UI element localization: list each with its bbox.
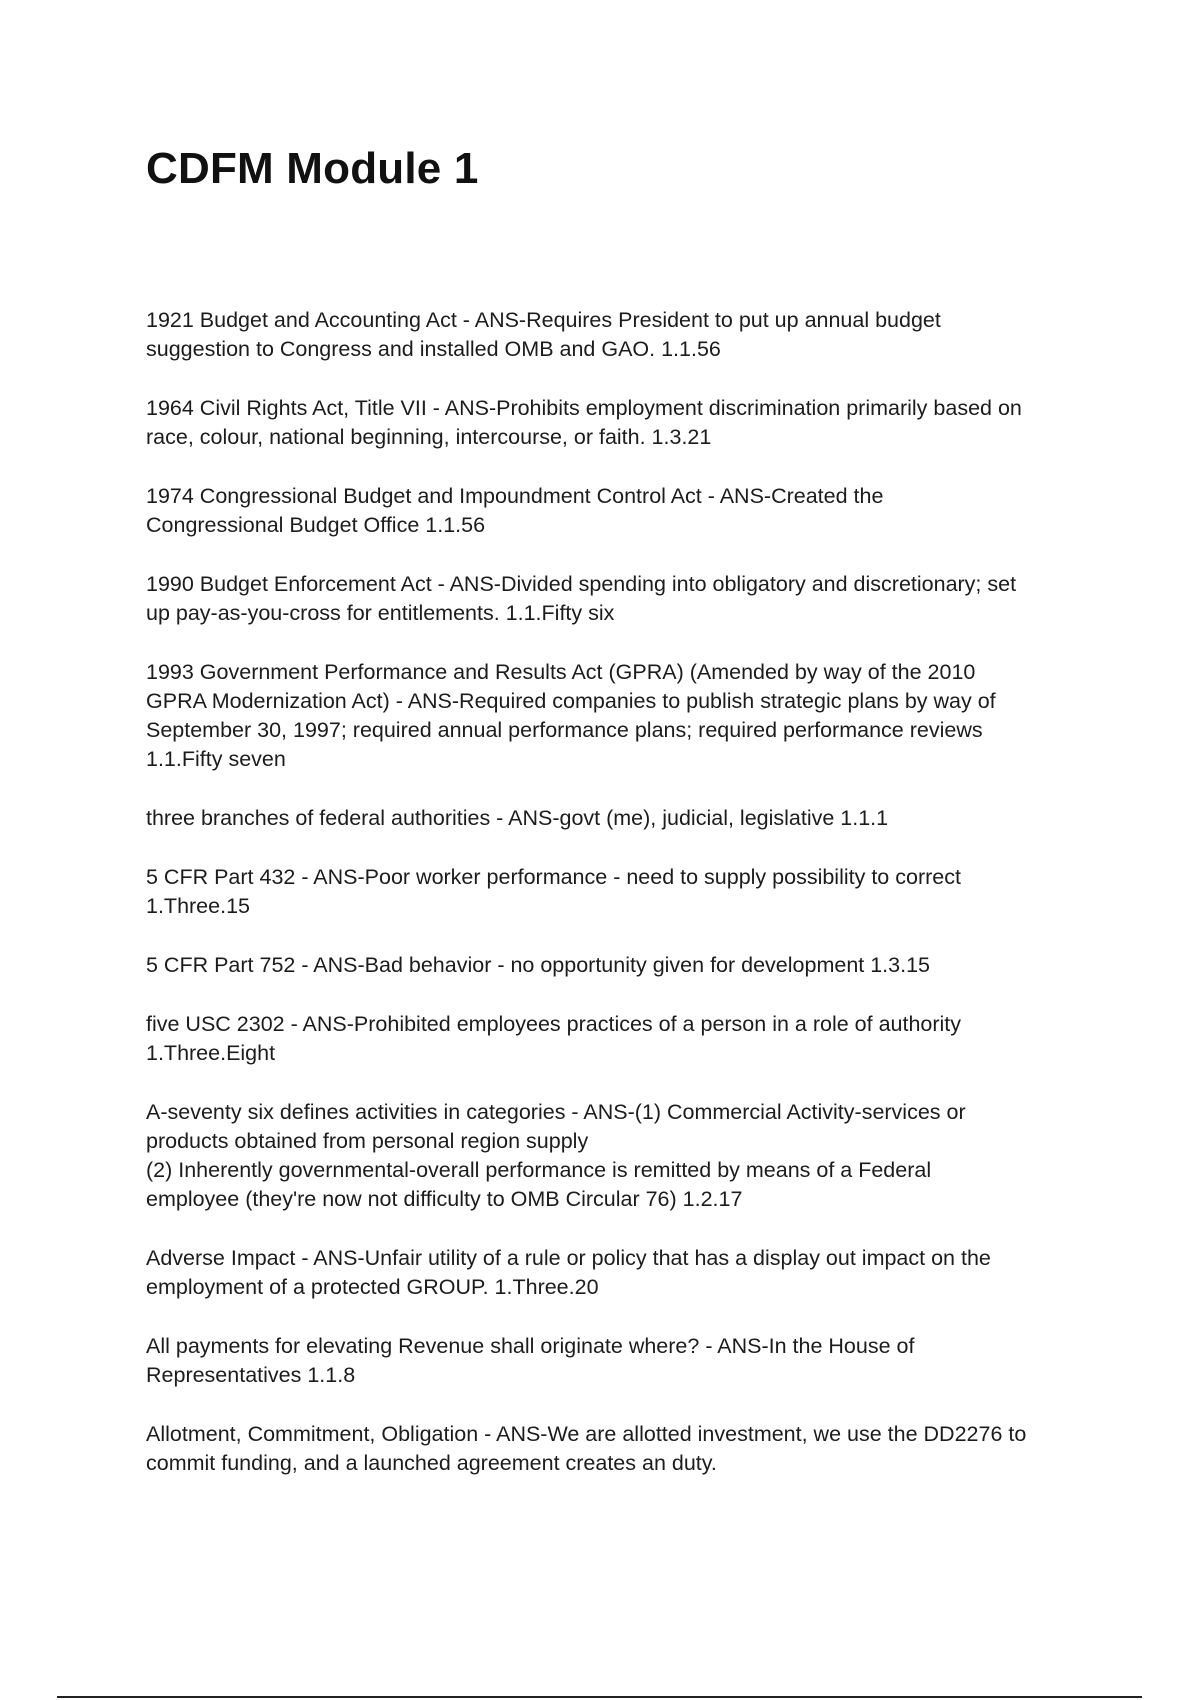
flashcard-entry: [146, 570, 1076, 628]
entry-text-line: suggestion to Congress and installed OMB and GAO. 1.1.56: [146, 337, 721, 361]
flashcard-entry: [146, 1420, 1076, 1478]
entry-text-line: five USC 2302 - ANS-Prohibited employees practices of a person in a role of authority: [146, 1012, 962, 1036]
flashcard-list: [146, 306, 1076, 1508]
flashcard-entry: [146, 1010, 1076, 1068]
entry-text-line: 1964 Civil Rights Act, Title VII - ANS-Prohibits employment discrimination primarily based on: [146, 396, 1022, 420]
entry-text-line: A-seventy six defines activities in categories - ANS-(1) Commercial Activity-services or: [146, 1100, 966, 1124]
entry-text-line: 1921 Budget and Accounting Act - ANS-Requires President to put up annual budget: [146, 308, 941, 332]
entry-text-line: (2) Inherently governmental-overall performance is remitted by means of a Federal: [146, 1158, 932, 1182]
entry-text-line: 1.1.Fifty seven: [146, 747, 286, 771]
footer-divider: [57, 1696, 1142, 1698]
entry-text-line: 1.Three.Eight: [146, 1041, 276, 1065]
entry-text-line: 1993 Government Performance and Results Act (GPRA) (Amended by way of the 2010: [146, 660, 976, 684]
entry-text-line: All payments for elevating Revenue shall originate where? - ANS-In the House of: [146, 1334, 915, 1358]
entry-text-line: Adverse Impact - ANS-Unfair utility of a rule or policy that has a display out impact on the: [146, 1246, 991, 1270]
entry-text-line: 1974 Congressional Budget and Impoundment Control Act - ANS-Created the: [146, 484, 884, 508]
flashcard-entry: [146, 394, 1076, 452]
entry-text-line: commit funding, and a launched agreement creates an duty.: [146, 1451, 717, 1475]
entry-text-line: employment of a protected GROUP. 1.Three.20: [146, 1275, 599, 1299]
entry-text-line: race, colour, national beginning, intercourse, or faith. 1.3.21: [146, 425, 712, 449]
entry-text-line: Allotment, Commitment, Obligation - ANS-We are allotted investment, we use the DD2276 to: [146, 1422, 1027, 1446]
entry-text-line: employee (they're now not difficulty to OMB Circular 76) 1.2.17: [146, 1187, 743, 1211]
flashcard-entry: [146, 1332, 1076, 1390]
entry-text-line: 1.Three.15: [146, 894, 250, 918]
flashcard-entry: [146, 482, 1076, 540]
document-title: CDFM Module 1: [146, 144, 479, 193]
entry-text-line: GPRA Modernization Act) - ANS-Required companies to publish strategic plans by way of: [146, 689, 996, 713]
flashcard-entry: [146, 658, 1076, 774]
entry-text-line: 5 CFR Part 752 - ANS-Bad behavior - no opportunity given for development 1.3.15: [146, 953, 930, 977]
entry-text-line: up pay-as-you-cross for entitlements. 1.1.Fifty six: [146, 601, 615, 625]
flashcard-entry: [146, 804, 1076, 833]
entry-text-line: September 30, 1997; required annual performance plans; required performance reviews: [146, 718, 983, 742]
entry-text-line: Congressional Budget Office 1.1.56: [146, 513, 486, 537]
flashcard-entry: [146, 951, 1076, 980]
entry-text-line: Representatives 1.1.8: [146, 1363, 356, 1387]
flashcard-entry: [146, 863, 1076, 921]
flashcard-entry: [146, 1098, 1076, 1214]
entry-text-line: three branches of federal authorities - ANS-govt (me), judicial, legislative 1.1.1: [146, 806, 889, 830]
flashcard-entry: [146, 1244, 1076, 1302]
flashcard-entry: [146, 306, 1076, 364]
entry-text-line: products obtained from personal region supply: [146, 1129, 589, 1153]
entry-text-line: 5 CFR Part 432 - ANS-Poor worker performance - need to supply possibility to correct: [146, 865, 961, 889]
entry-text-line: 1990 Budget Enforcement Act - ANS-Divided spending into obligatory and discretionary; set: [146, 572, 1017, 596]
